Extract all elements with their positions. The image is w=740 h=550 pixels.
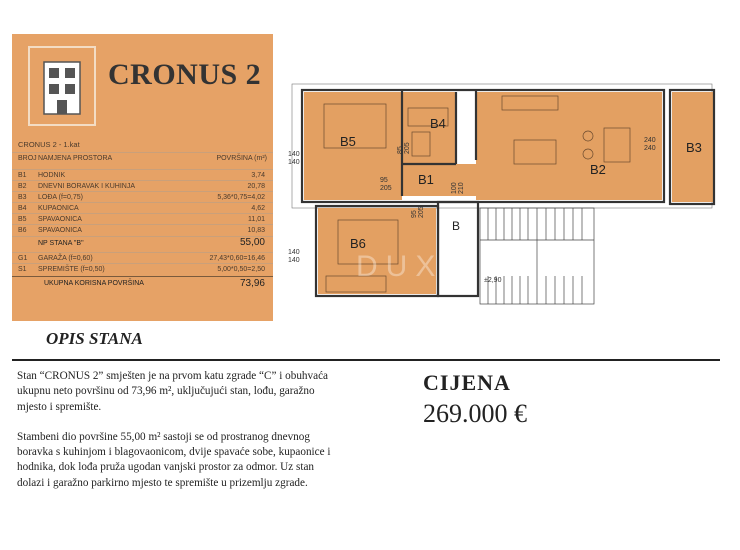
room-label-b6: B6 bbox=[350, 236, 366, 251]
np-area: 55,00 bbox=[239, 237, 265, 248]
room-area: 4,62 bbox=[251, 205, 265, 212]
section-title: OPIS STANA bbox=[46, 329, 143, 348]
apartment-summary-panel bbox=[12, 34, 273, 321]
room-name: LOĐA (f=0,75) bbox=[38, 194, 83, 201]
extra-name: GARAŽA (f=0,60) bbox=[38, 255, 93, 262]
price-value: 269.000 € bbox=[423, 399, 527, 428]
room-name: SPAVAONICA bbox=[38, 216, 82, 223]
header-purpose: NAMJENA PROSTORA bbox=[38, 155, 113, 162]
room-area: 10,83 bbox=[247, 227, 265, 234]
room-name: KUPAONICA bbox=[38, 205, 79, 212]
extra-area: 5,00*0,50=2,50 bbox=[217, 266, 265, 273]
dim-95: 95 bbox=[411, 210, 418, 218]
extra-area: 27,43*0,60=16,46 bbox=[209, 255, 265, 262]
building-logo-icon bbox=[28, 46, 96, 126]
schedule-subtitle: CRONUS 2 - 1.kat bbox=[18, 140, 80, 149]
room-id: B3 bbox=[18, 194, 27, 201]
description-paragraph: Stambeni dio površine 55,00 m² sastoji se od prostranog dnevnog boravka s kuhinjom i blagovaonicom, dvije spavaće sobe, kupaonice i hodnika, dok lođa pruža ugodan vanjski prostor za odmor. Uz stan dolazi i garažno parkirno mjesto te spremište u prizemlju zgrade. bbox=[17, 430, 331, 489]
header-number: BROJ bbox=[18, 155, 37, 162]
room-id: B6 bbox=[18, 227, 27, 234]
extra-name: SPREMIŠTE (f=0,50) bbox=[38, 266, 105, 273]
np-label: NP STANA "B" bbox=[38, 240, 84, 247]
dim-140: 140 bbox=[288, 257, 300, 264]
table-row bbox=[12, 263, 273, 275]
dim-140: 140 bbox=[288, 249, 300, 256]
total-label: UKUPNA KORISNA POVRŠINA bbox=[44, 280, 144, 287]
dim-205: 205 bbox=[380, 185, 392, 192]
room-id: B4 bbox=[18, 205, 27, 212]
header-area: POVRŠINA (m²) bbox=[216, 155, 267, 162]
room-b2-area bbox=[476, 92, 662, 200]
room-label-b3: B3 bbox=[686, 140, 702, 155]
dim-85: 85 bbox=[397, 146, 404, 154]
entrance-label: B bbox=[452, 219, 461, 233]
dim-240: 240 bbox=[644, 145, 656, 152]
np-total-row bbox=[12, 236, 273, 250]
room-area: 3,74 bbox=[251, 172, 265, 179]
price-label: CIJENA bbox=[423, 370, 511, 395]
extra-id: G1 bbox=[18, 255, 28, 262]
room-label-b5: B5 bbox=[340, 134, 356, 149]
floor-plan bbox=[288, 80, 720, 312]
watermark: DUX bbox=[356, 250, 444, 283]
room-name: SPAVAONICA bbox=[38, 227, 82, 234]
dim-240: 240 bbox=[644, 137, 656, 144]
dim-205: 205 bbox=[404, 142, 411, 154]
description-paragraph: Stan “CRONUS 2” smješten je na prvom katu zgrade “C” i obuhvaća ukupnu neto površinu od 73,96 m², uključujući stan, lođu, garažno mjesto i spremište. bbox=[17, 370, 328, 413]
dim-140: 140 bbox=[288, 159, 300, 166]
dim-205: 205 bbox=[418, 206, 425, 218]
room-name: HODNIK bbox=[38, 172, 66, 179]
divider bbox=[12, 359, 720, 361]
dim-95: 95 bbox=[380, 177, 388, 184]
description bbox=[17, 369, 337, 506]
level-marker: ±2,90 bbox=[484, 277, 502, 284]
extra-id: S1 bbox=[18, 266, 27, 273]
total-area: 73,96 bbox=[239, 278, 265, 289]
brand-title: CRONUS 2 bbox=[108, 58, 262, 91]
room-area: 5,36*0,75=4,02 bbox=[217, 194, 265, 201]
total-area-row bbox=[12, 276, 273, 293]
room-area: 11,01 bbox=[248, 216, 265, 223]
room-label-b2: B2 bbox=[590, 162, 606, 177]
dim-210: 210 bbox=[458, 182, 465, 194]
room-label-b4: B4 bbox=[430, 116, 446, 131]
schedule-header-row bbox=[12, 152, 273, 164]
room-id: B2 bbox=[18, 183, 27, 190]
table-row bbox=[12, 224, 273, 236]
room-id: B1 bbox=[18, 172, 27, 179]
staircase bbox=[480, 208, 594, 304]
room-label-b1: B1 bbox=[418, 172, 434, 187]
dim-140: 140 bbox=[288, 151, 300, 158]
dim-100: 100 bbox=[451, 182, 458, 194]
room-area: 20,78 bbox=[247, 183, 265, 190]
room-name: DNEVNI BORAVAK I KUHINJA bbox=[38, 183, 135, 190]
room-b1-area bbox=[402, 164, 482, 196]
room-id: B5 bbox=[18, 216, 27, 223]
